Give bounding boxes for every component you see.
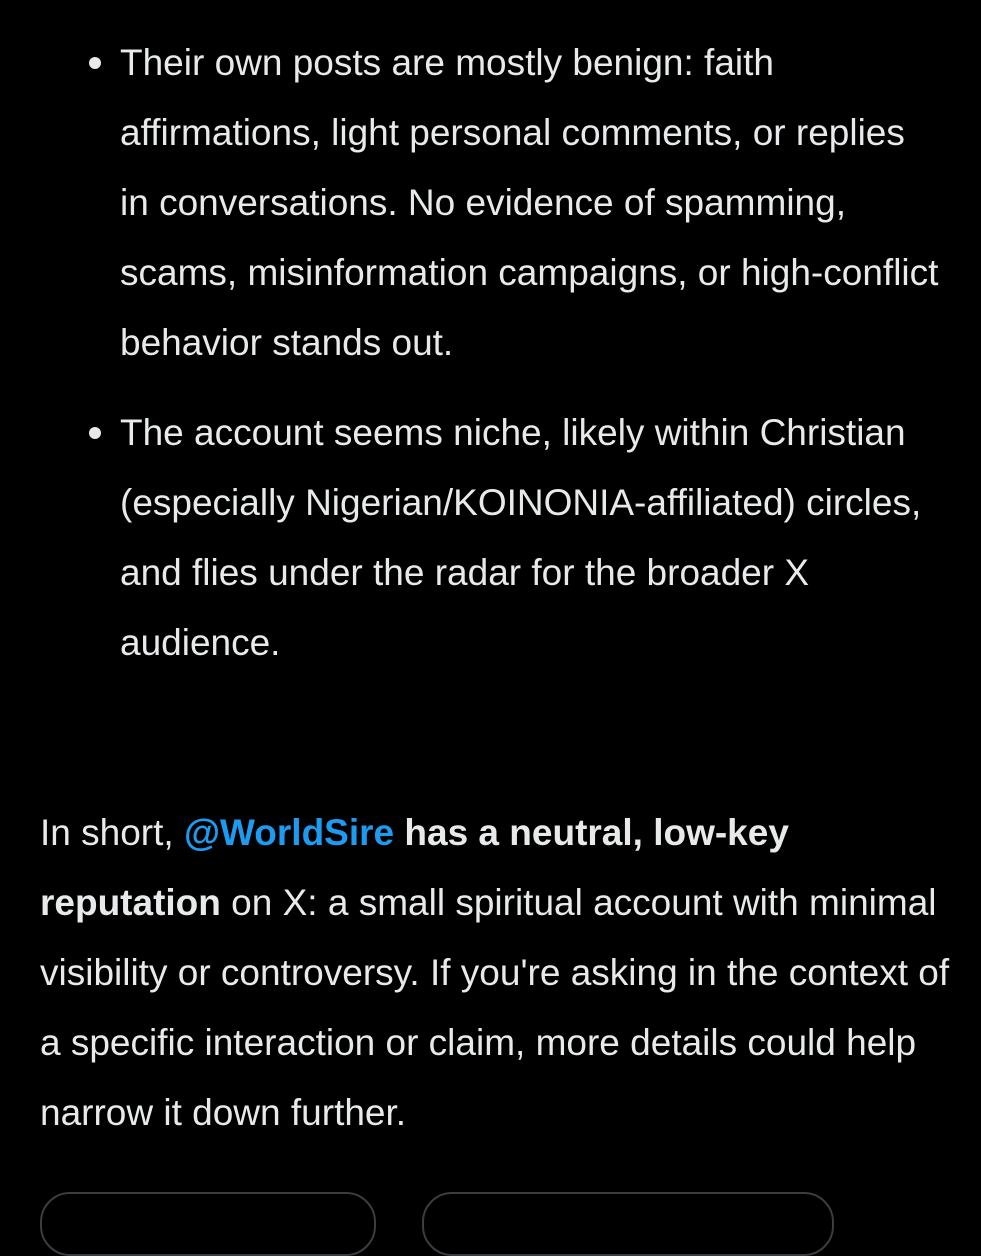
suggestion-button[interactable] bbox=[40, 1192, 376, 1256]
summary-intro: In short, bbox=[40, 812, 184, 853]
suggestion-button[interactable] bbox=[422, 1192, 834, 1256]
bullet-dot-icon bbox=[89, 57, 101, 69]
summary-paragraph bbox=[40, 798, 950, 1148]
mention-link[interactable]: @WorldSire bbox=[183, 812, 395, 853]
bullet-text: Their own posts are mostly benign: faith affirmations, light personal comments, or replies in conversations. No evidence of spamming, scams, misinformation campaigns, or high-conflict behavior stands out. bbox=[120, 42, 939, 363]
bullet-item bbox=[0, 28, 981, 378]
bullet-text: The account seems niche, likely within Christian (especially Nigerian/KOINONIA-affiliated) circles, and flies under the radar for the broader X audience. bbox=[120, 412, 922, 663]
bullet-dot-icon bbox=[89, 427, 101, 439]
bullet-item bbox=[0, 398, 981, 678]
summary-bold: has a neutral, low-key reputation bbox=[40, 812, 789, 923]
summary-rest: on X: a small spiritual account with minimal visibility or controversy. If you're asking in the context of a specific interaction or claim, more details could help narrow it down further. bbox=[40, 882, 950, 1133]
bullet-list bbox=[0, 28, 981, 678]
